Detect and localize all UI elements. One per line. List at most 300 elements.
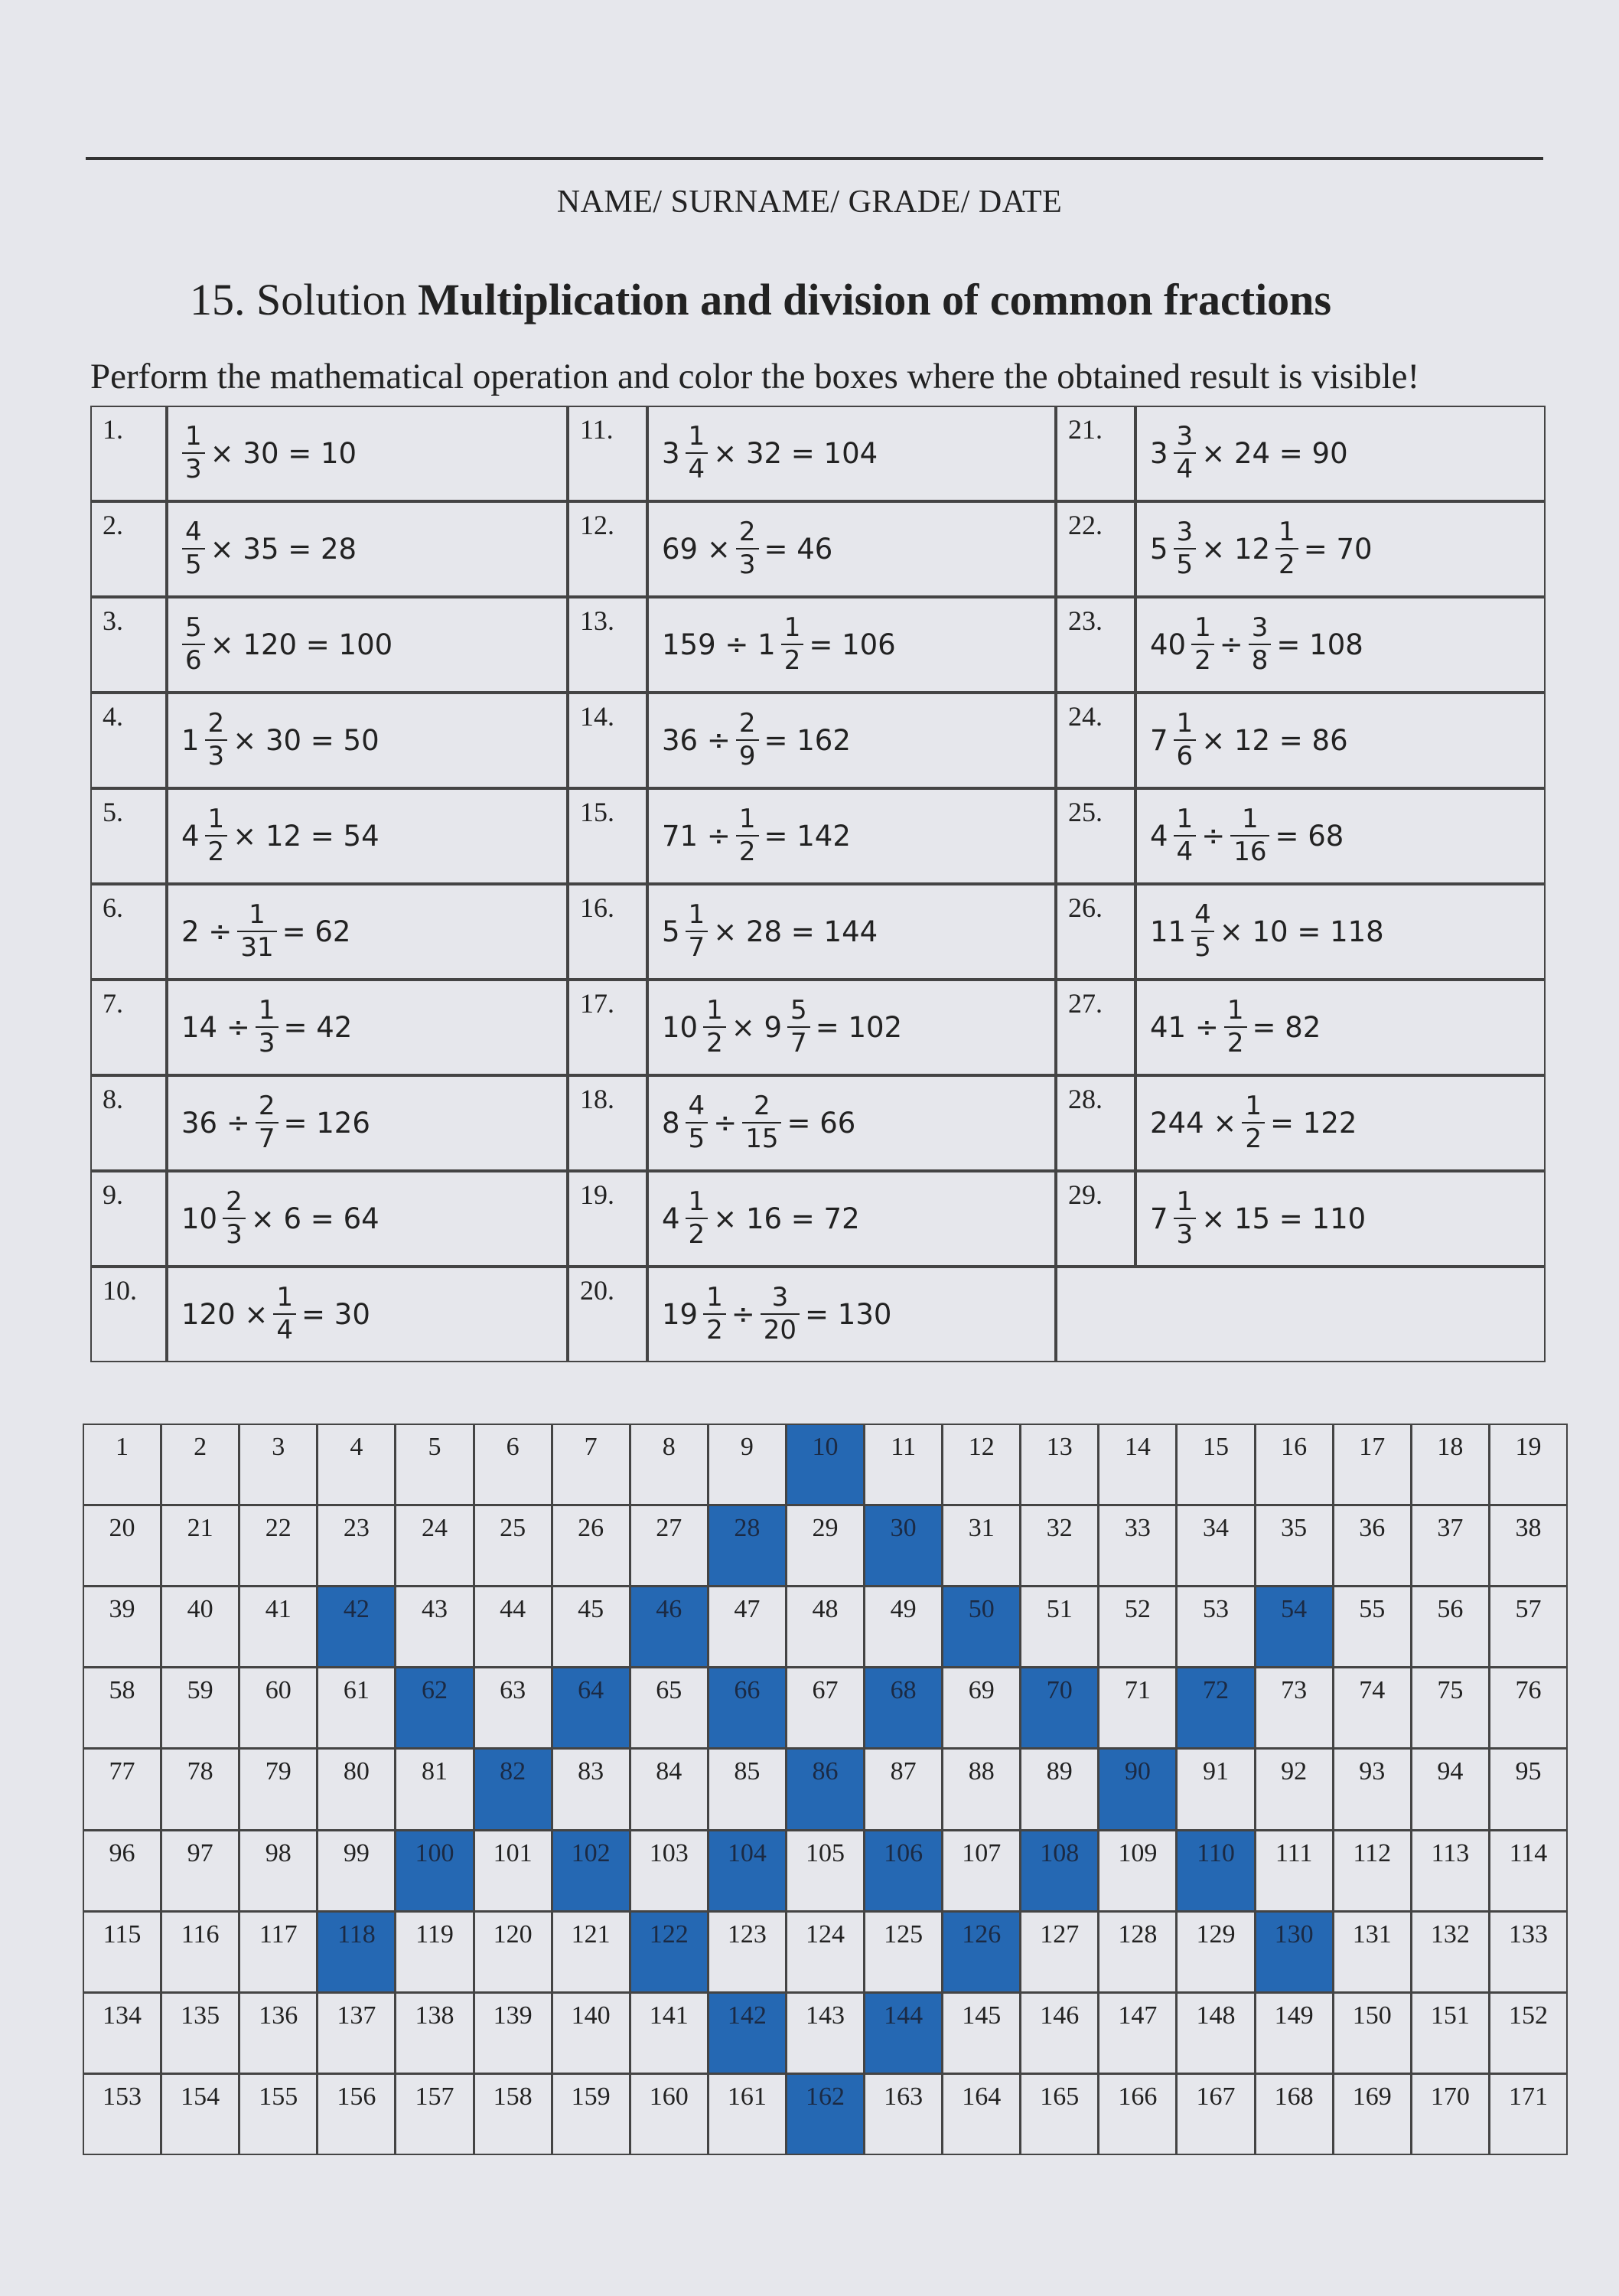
grid-cell[interactable] <box>239 1424 318 1505</box>
grid-number: 47 <box>734 1595 761 1624</box>
grid-cell-colored[interactable] <box>864 1505 943 1587</box>
grid-cell[interactable] <box>786 1667 865 1749</box>
grid-cell[interactable] <box>395 1911 474 1993</box>
grid-cell[interactable] <box>1411 1748 1490 1830</box>
grid-number: 59 <box>187 1676 213 1705</box>
expression-text: 36 ÷ <box>662 723 731 757</box>
grid-cell[interactable] <box>161 2073 239 2155</box>
grid-cell[interactable] <box>1098 1424 1177 1505</box>
grid-number: 94 <box>1437 1757 1464 1786</box>
expression-text: × 120 = 100 <box>210 628 393 661</box>
grid-number: 29 <box>812 1514 839 1543</box>
grid-number: 104 <box>727 1838 767 1867</box>
grid-number: 16 <box>1281 1433 1308 1461</box>
grid-cell-colored[interactable] <box>474 1748 552 1830</box>
grid-cell[interactable] <box>708 2073 787 2155</box>
grid-cell[interactable] <box>1333 2073 1412 2155</box>
grid-cell[interactable] <box>864 1586 943 1668</box>
exercise-expression <box>1148 981 1323 1073</box>
grid-cell[interactable] <box>1333 1424 1412 1505</box>
grid-cell[interactable] <box>474 1992 552 2074</box>
grid-number: 52 <box>1124 1595 1151 1624</box>
grid-cell-colored[interactable] <box>395 1830 474 1912</box>
exercise-expression <box>1148 790 1346 882</box>
grid-number: 163 <box>884 2082 924 2111</box>
grid-cell[interactable] <box>630 1667 709 1749</box>
grid-cell[interactable] <box>1255 1748 1334 1830</box>
exercise-number-cell <box>90 1267 167 1362</box>
grid-cell[interactable] <box>1020 1586 1099 1668</box>
grid-number: 12 <box>968 1433 995 1461</box>
grid-cell[interactable] <box>161 1992 239 2074</box>
fraction-numerator: 1 <box>1245 1090 1262 1121</box>
grid-cell[interactable] <box>786 1505 865 1587</box>
grid-cell[interactable] <box>1411 1424 1490 1505</box>
grid-cell-colored[interactable] <box>708 1992 787 2074</box>
grid-cell[interactable] <box>1333 1992 1412 2074</box>
exercise-expression-cell <box>167 884 568 980</box>
fraction-numerator: 1 <box>783 612 801 643</box>
grid-cell[interactable] <box>864 1748 943 1830</box>
empty-cell <box>1056 1267 1546 1362</box>
grid-cell[interactable] <box>1098 1505 1177 1587</box>
exercise-expression <box>179 694 382 786</box>
grid-cell[interactable] <box>552 1911 630 1993</box>
grid-cell[interactable] <box>239 1911 318 1993</box>
expression-text: 19 <box>662 1297 699 1331</box>
grid-cell-colored[interactable] <box>786 2073 865 2155</box>
grid-cell[interactable] <box>317 2073 396 2155</box>
grid-cell[interactable] <box>83 1748 161 1830</box>
grid-cell[interactable] <box>83 1992 161 2074</box>
grid-cell-colored[interactable] <box>1176 1667 1255 1749</box>
expression-text: = 106 <box>809 628 896 661</box>
expression-text: 69 × <box>662 532 731 566</box>
exercise-number-cell <box>1056 693 1135 788</box>
grid-number: 124 <box>805 1919 845 1949</box>
grid-cell[interactable] <box>630 1505 709 1587</box>
fraction-denominator: 3 <box>182 452 205 484</box>
grid-number: 140 <box>571 2001 611 2030</box>
grid-number: 165 <box>1040 2082 1080 2111</box>
grid-cell[interactable] <box>1489 2073 1568 2155</box>
exercise-expression-cell <box>1135 693 1546 788</box>
exercise-expression <box>179 1268 373 1360</box>
exercise-expression <box>1148 407 1350 499</box>
fraction <box>686 1092 709 1154</box>
grid-cell[interactable] <box>1489 1748 1568 1830</box>
grid-cell[interactable] <box>239 2073 318 2155</box>
grid-cell[interactable] <box>83 1911 161 1993</box>
grid-number: 128 <box>1118 1919 1158 1949</box>
grid-cell[interactable] <box>317 1667 396 1749</box>
grid-number: 51 <box>1046 1595 1073 1624</box>
grid-cell[interactable] <box>1489 1830 1568 1912</box>
grid-cell[interactable] <box>942 1830 1021 1912</box>
grid-cell[interactable] <box>1411 2073 1490 2155</box>
grid-cell[interactable] <box>630 1992 709 2074</box>
grid-cell[interactable] <box>552 1424 630 1505</box>
exercise-number-cell <box>90 406 167 501</box>
exercise-expression <box>660 694 853 786</box>
exercise-expression <box>660 1172 862 1264</box>
grid-cell-colored[interactable] <box>395 1667 474 1749</box>
expression-text: 4 <box>1150 819 1168 853</box>
grid-number: 152 <box>1508 2001 1548 2030</box>
grid-cell[interactable] <box>1020 2073 1099 2155</box>
fraction <box>1174 709 1197 771</box>
grid-cell[interactable] <box>1489 1505 1568 1587</box>
grid-number: 25 <box>500 1514 526 1543</box>
grid-cell[interactable] <box>317 1424 396 1505</box>
grid-cell[interactable] <box>239 1505 318 1587</box>
grid-cell-colored[interactable] <box>317 1911 396 1993</box>
fraction-denominator: 6 <box>1174 739 1197 771</box>
grid-number: 118 <box>337 1919 376 1949</box>
grid-cell[interactable] <box>474 1911 552 1993</box>
grid-cell[interactable] <box>1176 1586 1255 1668</box>
exercise-number: 3. <box>103 605 123 636</box>
grid-cell[interactable] <box>1255 2073 1334 2155</box>
grid-cell[interactable] <box>395 1992 474 2074</box>
fraction <box>1249 614 1272 676</box>
expression-text: 7 <box>1150 723 1168 757</box>
fraction-denominator: 2 <box>1242 1122 1265 1153</box>
grid-cell[interactable] <box>239 1830 318 1912</box>
grid-cell[interactable] <box>1176 1992 1255 2074</box>
expression-text: × 6 = 64 <box>250 1202 380 1235</box>
grid-number: 74 <box>1359 1676 1386 1705</box>
grid-cell-colored[interactable] <box>317 1586 396 1668</box>
exercise-expression-cell <box>647 406 1056 501</box>
fraction-denominator: 5 <box>1191 931 1214 962</box>
grid-cell[interactable] <box>474 1505 552 1587</box>
grid-cell[interactable] <box>1411 1505 1490 1587</box>
grid-cell[interactable] <box>395 1748 474 1830</box>
grid-number: 72 <box>1203 1676 1230 1705</box>
grid-number: 48 <box>812 1595 839 1624</box>
grid-cell[interactable] <box>942 1667 1021 1749</box>
grid-cell[interactable] <box>83 2073 161 2155</box>
grid-cell[interactable] <box>317 1830 396 1912</box>
grid-cell[interactable] <box>552 1748 630 1830</box>
grid-cell[interactable] <box>395 1505 474 1587</box>
grid-cell[interactable] <box>630 1748 709 1830</box>
exercise-expression-cell <box>647 1267 1056 1362</box>
grid-cell-colored[interactable] <box>630 1586 709 1668</box>
grid-cell[interactable] <box>1411 1992 1490 2074</box>
grid-cell[interactable] <box>1255 1830 1334 1912</box>
grid-cell[interactable] <box>1020 1505 1099 1587</box>
grid-cell[interactable] <box>239 1992 318 2074</box>
grid-cell[interactable] <box>630 1424 709 1505</box>
grid-cell[interactable] <box>83 1830 161 1912</box>
expression-text: 2 ÷ <box>181 915 233 948</box>
grid-number: 58 <box>109 1676 135 1705</box>
exercise-number-cell <box>90 1075 167 1171</box>
top-rule <box>86 157 1543 160</box>
grid-cell[interactable] <box>942 2073 1021 2155</box>
grid-number: 166 <box>1118 2082 1158 2111</box>
grid-cell[interactable] <box>708 1748 787 1830</box>
exercise-expression <box>660 790 853 882</box>
grid-cell[interactable] <box>1098 2073 1177 2155</box>
grid-cell[interactable] <box>239 1586 318 1668</box>
grid-cell[interactable] <box>1098 1911 1177 1993</box>
exercise-expression <box>179 981 354 1073</box>
grid-cell[interactable] <box>474 1586 552 1668</box>
grid-cell[interactable] <box>1098 1992 1177 2074</box>
grid-cell[interactable] <box>239 1748 318 1830</box>
fraction-numerator: 4 <box>1194 899 1211 930</box>
expression-text: ÷ <box>1201 819 1226 853</box>
grid-number: 141 <box>649 2001 689 2030</box>
grid-cell-colored[interactable] <box>864 1992 943 2074</box>
exercise-number: 1. <box>103 414 123 445</box>
grid-cell[interactable] <box>83 1424 161 1505</box>
fraction-denominator: 2 <box>686 1218 709 1249</box>
fraction <box>182 518 205 580</box>
grid-number: 96 <box>109 1838 135 1867</box>
grid-number: 151 <box>1430 2001 1470 2030</box>
fraction <box>205 709 228 771</box>
grid-number: 120 <box>493 1919 533 1949</box>
grid-cell[interactable] <box>317 1748 396 1830</box>
grid-cell-colored[interactable] <box>1176 1830 1255 1912</box>
grid-number: 107 <box>962 1838 1002 1867</box>
grid-cell[interactable] <box>1489 1424 1568 1505</box>
grid-cell[interactable] <box>161 1830 239 1912</box>
grid-cell-colored[interactable] <box>1255 1586 1334 1668</box>
grid-number: 100 <box>415 1838 454 1867</box>
grid-cell[interactable] <box>864 1424 943 1505</box>
grid-number: 32 <box>1046 1514 1073 1543</box>
grid-cell[interactable] <box>161 1424 239 1505</box>
grid-cell[interactable] <box>395 1424 474 1505</box>
grid-cell[interactable] <box>1176 2073 1255 2155</box>
fraction-numerator: 1 <box>185 420 202 452</box>
exercise-number-cell <box>90 1171 167 1267</box>
grid-cell[interactable] <box>552 2073 630 2155</box>
grid-cell-colored[interactable] <box>552 1667 630 1749</box>
exercise-table <box>90 406 1546 1368</box>
grid-cell-colored[interactable] <box>708 1830 787 1912</box>
grid-cell[interactable] <box>1411 1911 1490 1993</box>
grid-cell[interactable] <box>942 1424 1021 1505</box>
grid-cell[interactable] <box>474 2073 552 2155</box>
grid-number: 85 <box>734 1757 761 1786</box>
grid-cell[interactable] <box>1098 1830 1177 1912</box>
grid-cell-colored[interactable] <box>630 1911 709 1993</box>
grid-number: 3 <box>272 1433 285 1461</box>
grid-cell[interactable] <box>942 1748 1021 1830</box>
grid-number: 143 <box>805 2001 845 2030</box>
expression-text: 3 <box>1150 436 1168 470</box>
grid-number: 171 <box>1508 2082 1548 2111</box>
exercise-expression-cell <box>1135 788 1546 884</box>
grid-cell[interactable] <box>1489 1911 1568 1993</box>
grid-cell[interactable] <box>1255 1667 1334 1749</box>
grid-number: 69 <box>968 1676 995 1705</box>
exercise-expression-cell <box>167 597 568 693</box>
grid-number: 111 <box>1275 1838 1313 1867</box>
grid-cell[interactable] <box>1489 1992 1568 2074</box>
grid-number: 60 <box>265 1676 292 1705</box>
grid-cell-colored[interactable] <box>1098 1748 1177 1830</box>
expression-text: × 28 = 144 <box>713 915 878 948</box>
grid-cell[interactable] <box>1098 1667 1177 1749</box>
expression-text: 40 <box>1150 628 1187 661</box>
grid-cell[interactable] <box>1333 1748 1412 1830</box>
exercise-expression-cell <box>167 980 568 1075</box>
grid-cell[interactable] <box>942 1505 1021 1587</box>
fraction <box>781 614 804 676</box>
grid-cell[interactable] <box>83 1586 161 1668</box>
grid-cell-colored[interactable] <box>708 1667 787 1749</box>
grid-cell-colored[interactable] <box>864 1667 943 1749</box>
grid-cell[interactable] <box>1333 1505 1412 1587</box>
grid-cell[interactable] <box>1020 1424 1099 1505</box>
grid-cell[interactable] <box>786 1911 865 1993</box>
grid-number: 138 <box>415 2001 454 2030</box>
grid-cell[interactable] <box>552 1505 630 1587</box>
grid-cell-colored[interactable] <box>1020 1667 1099 1749</box>
grid-number: 45 <box>578 1595 604 1624</box>
grid-cell[interactable] <box>1176 1911 1255 1993</box>
fraction-numerator: 1 <box>1226 994 1244 1026</box>
grid-cell[interactable] <box>1098 1586 1177 1668</box>
fraction <box>205 805 228 867</box>
grid-cell-colored[interactable] <box>552 1830 630 1912</box>
grid-cell-colored[interactable] <box>786 1424 865 1505</box>
grid-number: 158 <box>493 2082 533 2111</box>
expression-text: = 162 <box>764 723 851 757</box>
grid-cell[interactable] <box>317 1505 396 1587</box>
fraction <box>686 422 709 484</box>
grid-cell[interactable] <box>1176 1505 1255 1587</box>
title-number: 15. Solution <box>190 275 407 325</box>
grid-cell[interactable] <box>239 1667 318 1749</box>
fraction-denominator: 2 <box>736 835 759 866</box>
fraction-denominator: 2 <box>703 1026 726 1058</box>
grid-cell[interactable] <box>630 2073 709 2155</box>
grid-number: 73 <box>1281 1676 1308 1705</box>
fraction-numerator: 1 <box>706 1281 723 1313</box>
fraction-numerator: 5 <box>790 994 807 1026</box>
grid-cell-colored[interactable] <box>864 1830 943 1912</box>
exercise-number: 13. <box>580 605 614 636</box>
exercise-number: 25. <box>1068 797 1103 827</box>
fraction <box>1230 805 1269 867</box>
grid-cell[interactable] <box>786 1992 865 2074</box>
grid-cell[interactable] <box>395 1586 474 1668</box>
grid-cell[interactable] <box>83 1505 161 1587</box>
grid-cell[interactable] <box>552 1992 630 2074</box>
grid-number: 14 <box>1124 1433 1151 1461</box>
fraction-denominator: 9 <box>736 739 759 771</box>
grid-cell[interactable] <box>552 1586 630 1668</box>
grid-cell[interactable] <box>161 1667 239 1749</box>
grid-cell-colored[interactable] <box>942 1586 1021 1668</box>
exercise-expression <box>660 1268 894 1360</box>
grid-cell[interactable] <box>1176 1424 1255 1505</box>
grid-cell[interactable] <box>474 1424 552 1505</box>
grid-cell[interactable] <box>1020 1748 1099 1830</box>
fraction-denominator: 2 <box>1275 548 1298 579</box>
grid-cell[interactable] <box>1020 1992 1099 2074</box>
grid-cell-colored[interactable] <box>708 1505 787 1587</box>
grid-number: 56 <box>1437 1595 1464 1624</box>
exercise-expression-cell <box>647 1171 1056 1267</box>
grid-cell[interactable] <box>1020 1911 1099 1993</box>
grid-cell[interactable] <box>161 1505 239 1587</box>
fraction-numerator: 3 <box>1176 516 1194 547</box>
exercise-expression <box>660 1077 858 1169</box>
grid-cell[interactable] <box>786 1830 865 1912</box>
grid-cell[interactable] <box>1489 1667 1568 1749</box>
grid-cell[interactable] <box>942 1992 1021 2074</box>
grid-cell[interactable] <box>161 1911 239 1993</box>
fraction-denominator: 4 <box>686 452 709 484</box>
expression-text: × 12 <box>1201 532 1271 566</box>
grid-cell[interactable] <box>1333 1830 1412 1912</box>
expression-text: 71 ÷ <box>662 819 731 853</box>
grid-cell[interactable] <box>708 1586 787 1668</box>
grid-cell[interactable] <box>1255 1505 1334 1587</box>
grid-cell[interactable] <box>1411 1830 1490 1912</box>
grid-number: 116 <box>181 1919 220 1949</box>
grid-cell-colored[interactable] <box>1255 1911 1334 1993</box>
fraction-denominator: 2 <box>1224 1026 1247 1058</box>
grid-cell[interactable] <box>786 1586 865 1668</box>
grid-cell[interactable] <box>1333 1911 1412 1993</box>
grid-number: 129 <box>1196 1919 1236 1949</box>
expression-text: × 30 = 50 <box>233 723 380 757</box>
grid-cell[interactable] <box>83 1667 161 1749</box>
grid-number: 168 <box>1274 2082 1314 2111</box>
grid-cell[interactable] <box>1255 1424 1334 1505</box>
fraction-numerator: 3 <box>1176 420 1194 452</box>
grid-cell[interactable] <box>864 2073 943 2155</box>
fraction-denominator: 2 <box>205 835 228 866</box>
grid-cell[interactable] <box>395 2073 474 2155</box>
grid-number: 119 <box>415 1919 454 1949</box>
grid-cell[interactable] <box>161 1748 239 1830</box>
grid-cell[interactable] <box>1176 1748 1255 1830</box>
grid-cell[interactable] <box>1333 1667 1412 1749</box>
grid-cell[interactable] <box>630 1830 709 1912</box>
grid-cell[interactable] <box>1333 1586 1412 1668</box>
expression-text: 14 ÷ <box>181 1010 250 1044</box>
grid-cell[interactable] <box>864 1911 943 1993</box>
grid-cell[interactable] <box>474 1830 552 1912</box>
grid-cell-colored[interactable] <box>786 1748 865 1830</box>
grid-cell[interactable] <box>474 1667 552 1749</box>
grid-cell[interactable] <box>1255 1992 1334 2074</box>
grid-number: 38 <box>1515 1514 1542 1543</box>
grid-cell-colored[interactable] <box>1020 1830 1099 1912</box>
grid-cell-colored[interactable] <box>942 1911 1021 1993</box>
expression-text: = 68 <box>1275 819 1344 853</box>
grid-cell[interactable] <box>1411 1667 1490 1749</box>
grid-cell[interactable] <box>161 1586 239 1668</box>
grid-cell[interactable] <box>708 1911 787 1993</box>
grid-cell[interactable] <box>317 1992 396 2074</box>
grid-cell[interactable] <box>1489 1586 1568 1668</box>
grid-cell[interactable] <box>708 1424 787 1505</box>
grid-cell[interactable] <box>1411 1586 1490 1668</box>
expression-text: = 82 <box>1252 1010 1321 1044</box>
